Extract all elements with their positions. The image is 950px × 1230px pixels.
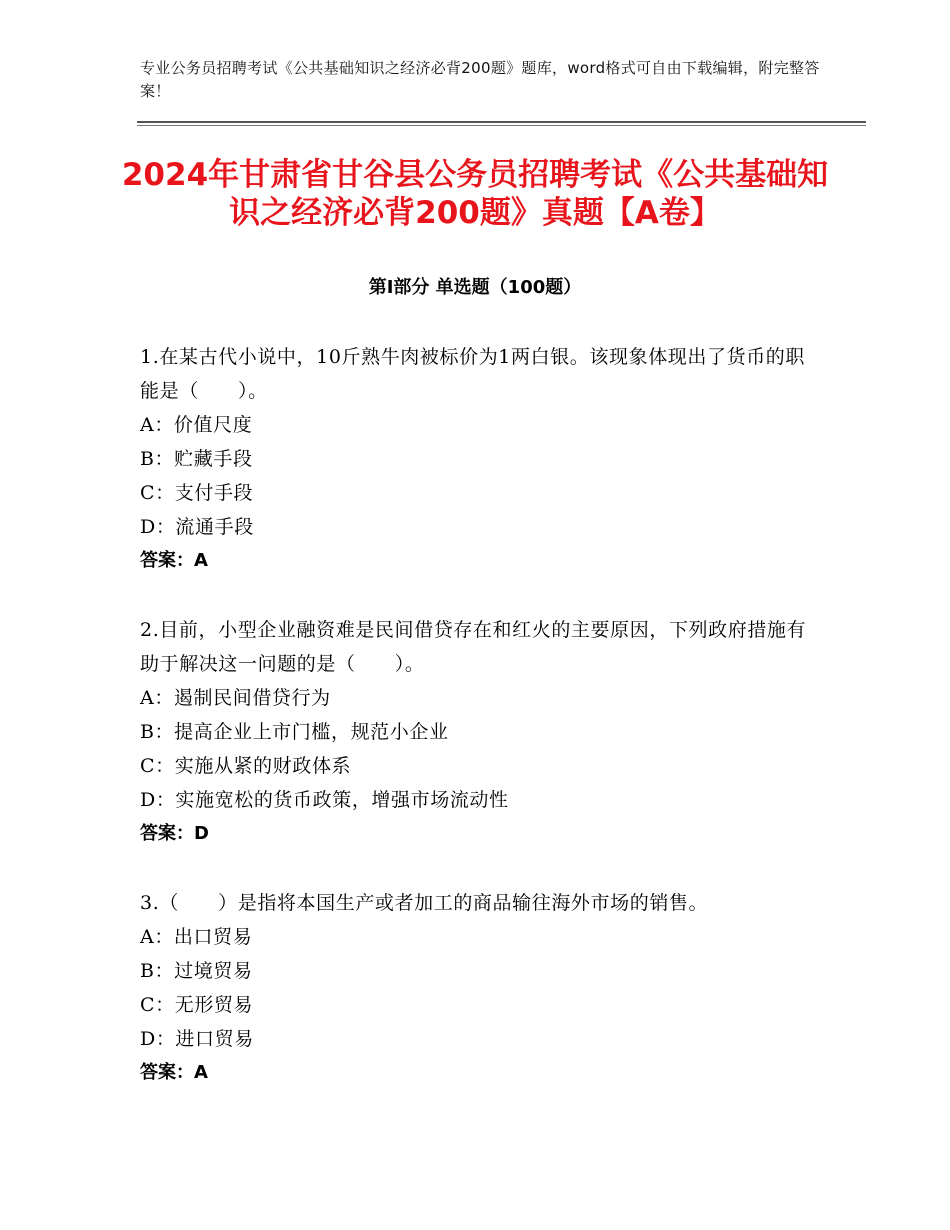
option-b: B：贮藏手段 [140,448,253,470]
question-2 [140,613,810,851]
header-note: 专业公务员招聘考试《公共基础知识之经济必背200题》题库，word格式可自由下载编辑，附完整答案！ [140,59,820,100]
question-1 [140,340,810,578]
section-title: 第Ⅰ部分 单选题（100题） [368,277,582,298]
question-stem: 2.目前，小型企业融资难是民间借贷存在和红火的主要原因，下列政府措施有助于解决这一问题的是（ ）。 [140,619,807,675]
option-c: C：支付手段 [140,482,254,504]
answer: 答案：A [140,1062,208,1083]
header-divider-thick [137,121,866,123]
header-divider-thin [137,125,866,126]
option-d: D：流通手段 [140,516,254,538]
answer: 答案：D [140,823,209,844]
option-c: C：无形贸易 [140,994,254,1016]
option-d: D：进口贸易 [140,1028,254,1050]
question-stem: 3.（ ）是指将本国生产或者加工的商品输往海外市场的销售。 [140,892,709,914]
option-d: D：实施宽松的货币政策，增强市场流动性 [140,789,509,811]
answer: 答案：A [140,550,208,571]
option-c: C：实施从紧的财政体系 [140,755,352,777]
question-stem: 1.在某古代小说中，10斤熟牛肉被标价为1两白银。该现象体现出了货币的职能是（ ）。 [140,346,805,402]
option-b: B：提高企业上市门槛，规范小企业 [140,721,449,743]
option-b: B：过境贸易 [140,960,253,982]
document-title: 2024年甘肃省甘谷县公务员招聘考试《公共基础知识之经济必背200题》真题【A卷】 [121,157,829,231]
option-a: A：出口贸易 [140,926,253,948]
option-a: A：遏制民间借贷行为 [140,687,331,709]
question-3 [140,886,810,1090]
option-a: A：价值尺度 [140,414,253,436]
